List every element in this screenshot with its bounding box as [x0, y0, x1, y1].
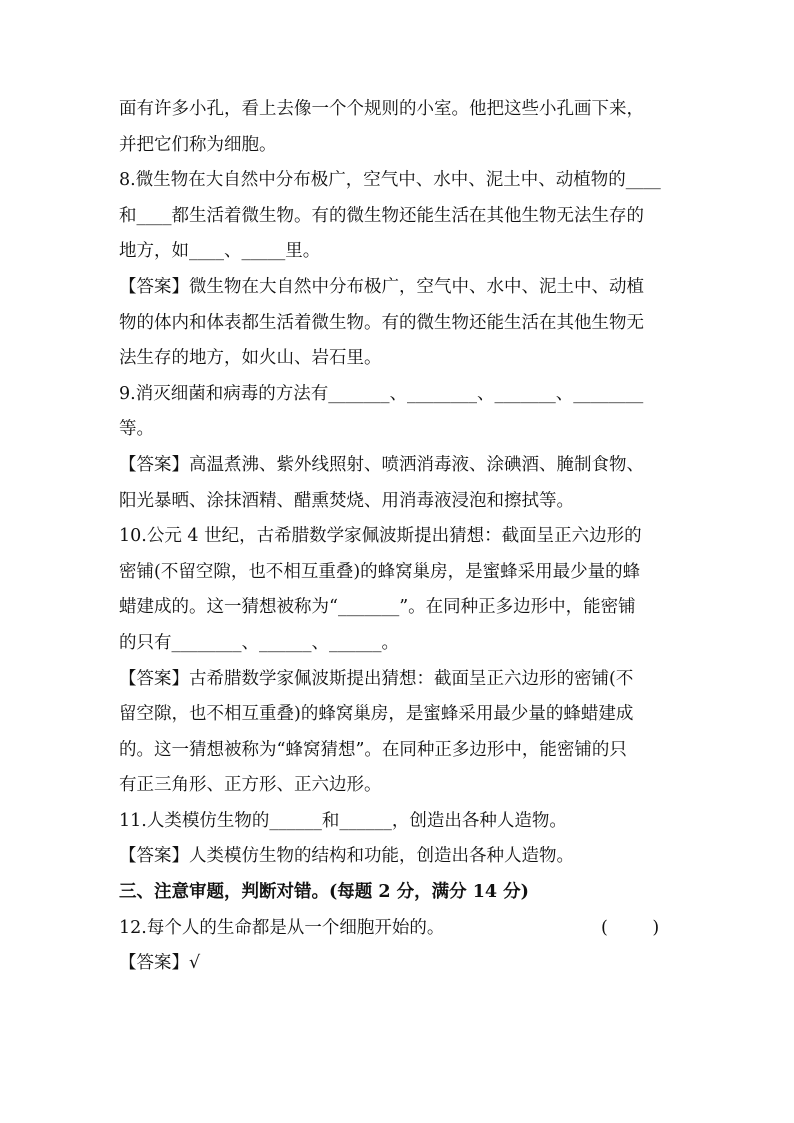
question-8-line-2: 和____都生活着微生物。有的微生物还能生活在其他生物无法生存的	[119, 205, 644, 226]
answer-9-line-1: 【答案】高温煮沸、紫外线照射、喷洒消毒液、涂碘酒、腌制食物、	[119, 454, 644, 475]
answer-10-line-4: 有正三角形、正方形、正六边形。	[119, 775, 382, 796]
question-9-line-2: 等。	[119, 419, 154, 440]
question-12-text: 12.每个人的生命都是从一个细胞开始的。	[119, 917, 445, 938]
question-8-line-3: 地方，如____、_____里。	[119, 241, 321, 262]
answer-8-line-1: 【答案】微生物在大自然中分布极广，空气中、水中、泥土中、动植	[119, 276, 644, 297]
answer-10-line-3: 的。这一猜想被称为“蜂窝猜想”。在同种正多边形中，能密铺的只	[119, 739, 627, 760]
answer-9-line-2: 阳光暴晒、涂抹酒精、醋熏焚烧、用消毒液浸泡和擦拭等。	[119, 490, 574, 511]
answer-8-line-3: 法生存的地方，如火山、岩石里。	[119, 348, 382, 369]
section-heading: 三、注意审题，判断对错。(每题 2 分，满分 14 分)	[119, 882, 529, 903]
answer-10-line-1: 【答案】古希腊数学家佩波斯提出猜想：截面呈正六边形的密铺(不	[119, 668, 634, 689]
answer-parentheses: ( )	[601, 917, 660, 938]
answer-11-line: 【答案】人类模仿生物的结构和功能，创造出各种人造物。	[119, 846, 574, 867]
question-9-line-1: 9.消灭细菌和病毒的方法有_______、________、_______、________	[119, 383, 644, 404]
text-line-2: 并把它们称为细胞。	[119, 134, 277, 155]
document-body	[119, 92, 679, 982]
question-10-line-4: 的只有________、______、______。	[119, 632, 399, 653]
question-12-line	[119, 911, 679, 947]
answer-12-line: 【答案】√	[119, 953, 201, 974]
text-line-1: 面有许多小孔，看上去像一个个规则的小室。他把这些小孔画下来，	[119, 99, 644, 119]
question-11-line: 11.人类模仿生物的______和______，创造出各种人造物。	[119, 810, 567, 831]
question-10-line-3: 蜡建成的。这一猜想被称为“_______”。在同种正多边形中，能密铺	[119, 597, 636, 618]
answer-10-line-2: 留空隙，也不相互重叠)的蜂窝巢房，是蜜蜂采用最少量的蜂蜡建成	[119, 704, 634, 725]
answer-8-line-2: 物的体内和体表都生活着微生物。有的微生物还能生活在其他生物无	[119, 312, 644, 333]
question-10-line-2: 密铺(不留空隙，也不相互重叠)的蜂窝巢房，是蜜蜂采用最少量的蜂	[119, 561, 641, 582]
question-8-line-1: 8.微生物在大自然中分布极广，空气中、水中、泥土中、动植物的____	[119, 170, 661, 191]
question-10-line-1: 10.公元 4 世纪，古希腊数学家佩波斯提出猜想：截面呈正六边形的	[119, 526, 642, 547]
